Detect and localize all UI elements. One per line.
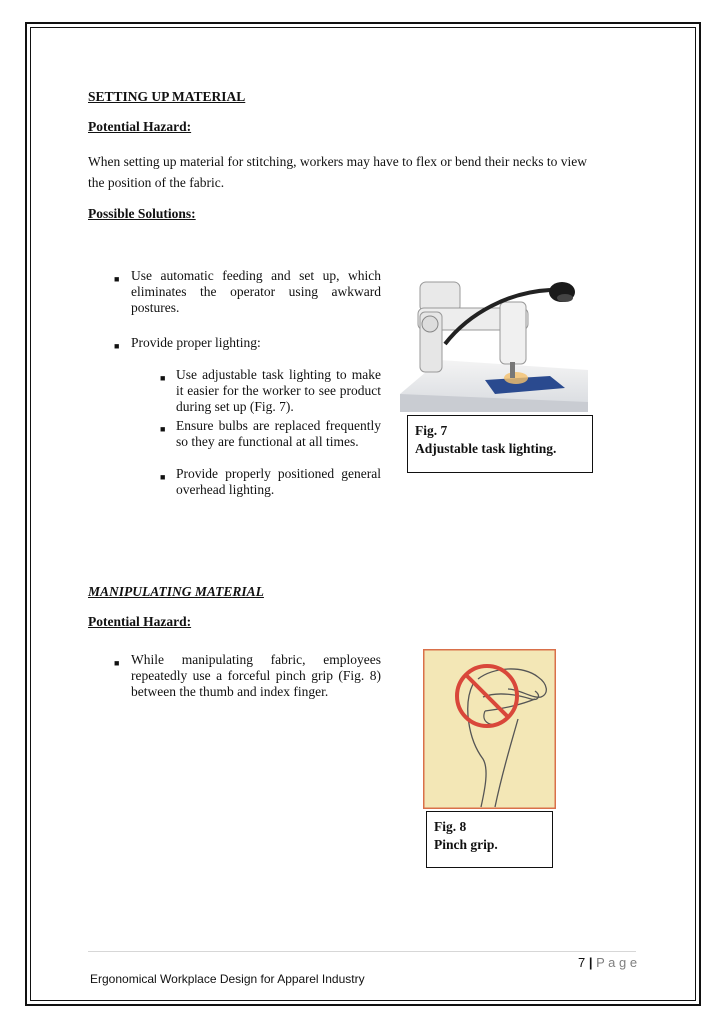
- sub-list-item: Use adjustable task lighting to make it easier for the worker to see product during set up (Fig. 7).: [176, 367, 381, 414]
- list-item: Use automatic feeding and set up, which eliminates the operator using awkward postures.: [131, 268, 381, 315]
- pinch-grip-image: [423, 649, 556, 809]
- figure-label: Fig. 7: [415, 423, 448, 438]
- sewing-machine-lamp-image: [400, 272, 588, 412]
- bullet-marker: ■: [114, 658, 120, 668]
- hazard-description-line: the position of the fabric.: [88, 175, 225, 190]
- figure-label: Fig. 8: [434, 819, 467, 834]
- figure-7-caption: [407, 415, 593, 473]
- potential-hazard-label: Potential Hazard:: [88, 614, 192, 629]
- section-title-setting-up-material: SETTING UP MATERIAL: [88, 89, 246, 104]
- page-number: 7: [578, 955, 586, 970]
- figure-caption: Adjustable task lighting.: [415, 441, 557, 456]
- list-item: While manipulating fabric, employees repeatedly use a forceful pinch grip (Fig. 8) between the thumb and index finger.: [131, 652, 381, 699]
- possible-solutions-label: Possible Solutions:: [88, 206, 196, 221]
- bullet-marker: ■: [160, 424, 166, 434]
- bullet-marker: ■: [114, 274, 120, 284]
- page-separator: |: [588, 955, 593, 970]
- sub-list-item: Ensure bulbs are replaced frequently so they are functional at all times.: [176, 418, 381, 449]
- hazard-description: [88, 151, 648, 193]
- potential-hazard-label: Potential Hazard:: [88, 119, 192, 134]
- bullet-marker: ■: [160, 373, 166, 383]
- list-item: Provide proper lighting:: [131, 335, 261, 350]
- footer-document-title: Ergonomical Workplace Design for Apparel Industry: [90, 972, 365, 986]
- figure-8-caption: [426, 811, 553, 868]
- hazard-description-line: When setting up material for stitching, workers may have to flex or bend their necks to view: [88, 154, 587, 169]
- footer-divider: [88, 951, 636, 952]
- footer-page-number: [578, 955, 637, 970]
- bullet-marker: ■: [114, 341, 120, 351]
- section-title-manipulating-material: MANIPULATING MATERIAL: [88, 584, 264, 599]
- bullet-marker: ■: [160, 472, 166, 482]
- page-word: P a g e: [596, 955, 638, 970]
- figure-caption: Pinch grip.: [434, 837, 498, 852]
- sub-list-item: Provide properly positioned general overhead lighting.: [176, 466, 381, 497]
